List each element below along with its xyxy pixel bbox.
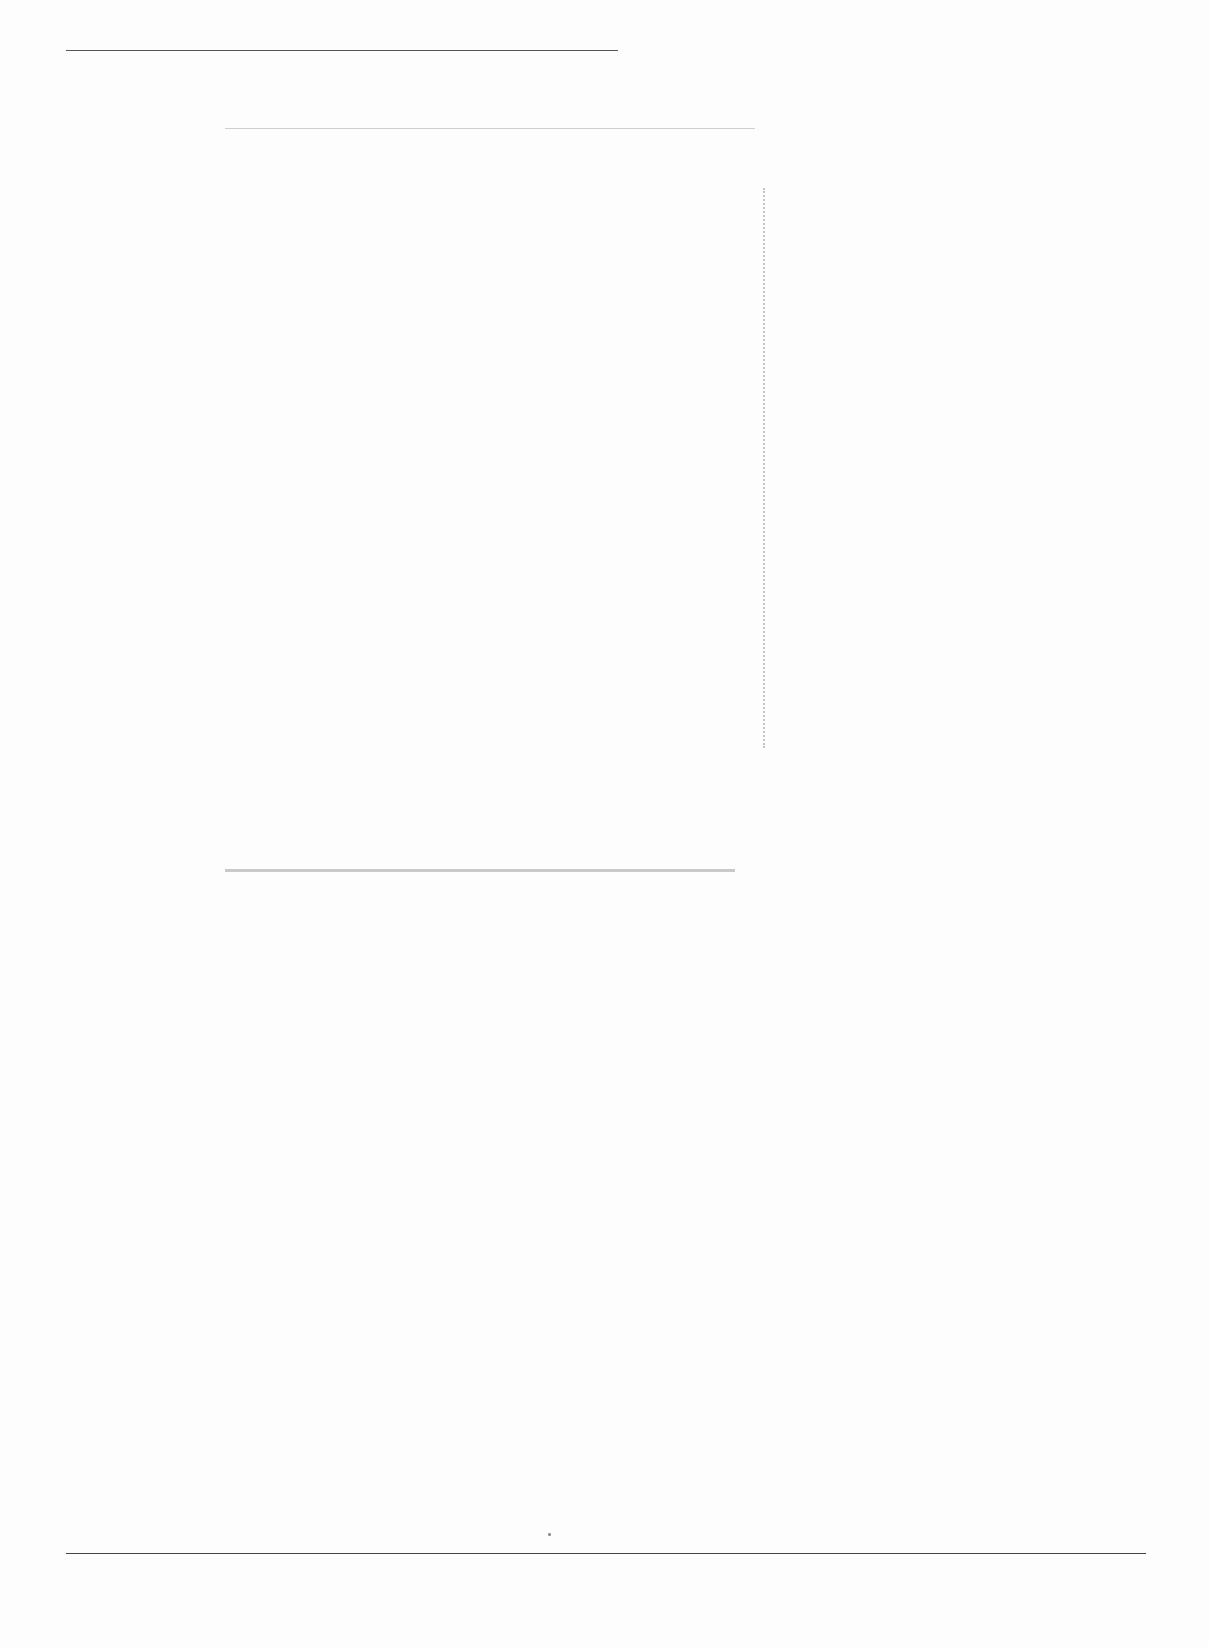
figure-side-border bbox=[763, 188, 765, 748]
page-mark bbox=[548, 1533, 551, 1536]
figure-top-border bbox=[225, 128, 755, 129]
footer-rule bbox=[66, 1553, 1146, 1554]
figure-bottom-border bbox=[225, 869, 735, 872]
figure-area bbox=[225, 128, 765, 872]
header-rule bbox=[66, 50, 618, 51]
